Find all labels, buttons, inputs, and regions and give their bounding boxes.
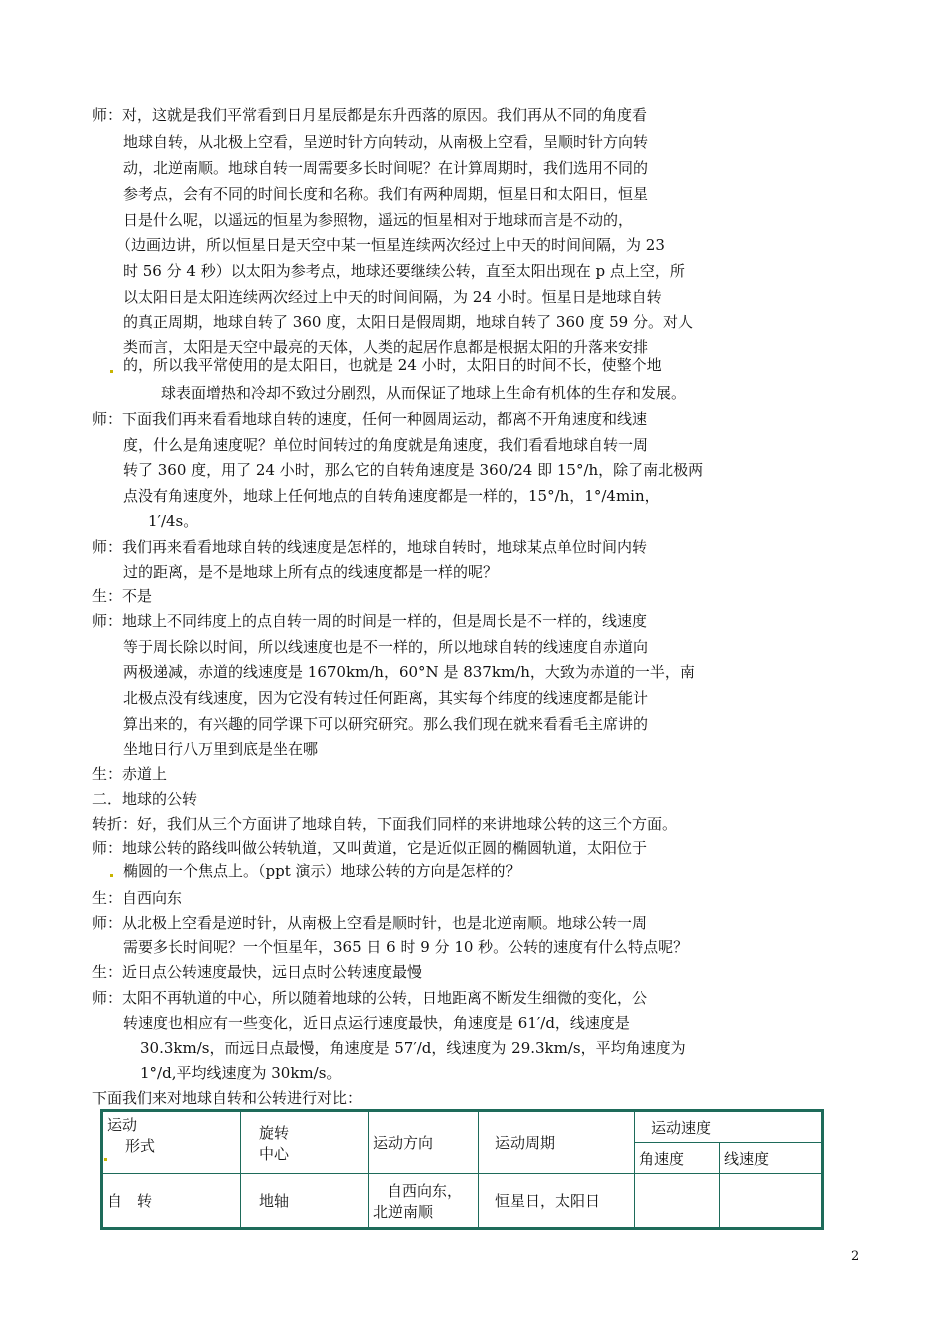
text-line: 度，什么是角速度呢？单位时间转过的角度就是角速度，我们看看地球自转一周 bbox=[123, 436, 649, 454]
text-line: 师：从北极上空看是逆时针，从南极上空看是顺时针，也是北逆南顺。地球公转一周 bbox=[92, 914, 648, 932]
text-line: 日是什么呢，以遥远的恒星为参照物，遥远的恒星相对于地球而言是不动的， bbox=[123, 211, 634, 229]
text-line: 生：赤道上 bbox=[92, 765, 168, 783]
page-number: 2 bbox=[851, 1249, 860, 1264]
table-cell bbox=[635, 1174, 720, 1229]
text-line: 参考点，会有不同的时间长度和名称。我们有两种周期，恒星日和太阳日，恒星 bbox=[123, 185, 649, 203]
header-form-line2: 形式 bbox=[125, 1137, 156, 1155]
text-line: 等于周长除以时间，所以线速度也是不一样的，所以地球自转的线速度自赤道向 bbox=[123, 638, 649, 656]
text-line: 时 56 分 4 秒）以太阳为参考点，地球还要继续公转，直至太阳出现在 p 点上空，所 bbox=[123, 262, 685, 280]
header-center-line1: 旋转 bbox=[259, 1123, 290, 1142]
text-line: 的真正周期，地球自转了 360 度，太阳日是假周期，地球自转了 360 度 59 分。对人 bbox=[123, 313, 693, 331]
header-period: 运动周期 bbox=[495, 1134, 556, 1152]
text-line: 两极递减，赤道的线速度是 1670km/h，60°N 是 837km/h，大致为赤道的一半，南 bbox=[123, 663, 695, 681]
text-line: 地球自转，从北极上空看，呈逆时针方向转动，从南极上空看，呈顺时针方向转 bbox=[123, 133, 649, 151]
text-line: 1′/4s。 bbox=[148, 512, 199, 530]
text-line: 的，所以我平常使用的是太阳日，也就是 24 小时，太阳日的时间不长，使整个地 bbox=[123, 356, 662, 374]
marker-dot bbox=[110, 874, 113, 877]
table-cell bbox=[479, 1111, 635, 1174]
header-speed: 运动速度 bbox=[651, 1118, 712, 1137]
header-center-line2: 中心 bbox=[259, 1144, 290, 1163]
text-line: 师：对，这就是我们平常看到日月星辰都是东升西落的原因。我们再从不同的角度看 bbox=[92, 106, 648, 124]
table-cell bbox=[241, 1174, 369, 1229]
comparison-table bbox=[100, 1109, 824, 1230]
table-cell bbox=[720, 1143, 823, 1174]
text-line: 坐地日行八万里到底是坐在哪 bbox=[123, 740, 319, 758]
text-line: 需要多长时间呢？一个恒星年，365 日 6 时 9 分 10 秒。公转的速度有什么特点呢？ bbox=[123, 938, 689, 956]
text-line: 师：下面我们再来看看地球自转的速度，任何一种圆周运动，都离不开角速度和线速 bbox=[92, 410, 648, 428]
table-row bbox=[102, 1174, 823, 1229]
text-line: 生：不是 bbox=[92, 587, 153, 605]
table-cell bbox=[720, 1174, 823, 1229]
header-linear: 线速度 bbox=[724, 1149, 770, 1168]
text-line: 师：地球上不同纬度上的点自转一周的时间是一样的，但是周长是不一样的，线速度 bbox=[92, 612, 648, 630]
text-line: 点没有角速度外，地球上任何地点的自转角速度都是一样的，15°/h，1°/4min， bbox=[123, 487, 660, 505]
text-line: 椭圆的一个焦点上。（ppt 演示）地球公转的方向是怎样的？ bbox=[123, 862, 521, 880]
header-angular: 角速度 bbox=[639, 1149, 685, 1168]
table-header-row bbox=[102, 1111, 823, 1143]
row-center: 地轴 bbox=[259, 1192, 290, 1210]
row-direction-line2: 北逆南顺 bbox=[373, 1202, 434, 1221]
text-line: 转速度也相应有一些变化，近日点运行速度最快，角速度是 61′/d，线速度是 bbox=[123, 1014, 630, 1032]
table-cell bbox=[369, 1111, 479, 1174]
row-direction-line1: 自西向东， bbox=[387, 1181, 463, 1200]
text-line: 球表面增热和冷却不致过分剧烈，从而保证了地球上生命有机体的生存和发展。 bbox=[161, 384, 687, 402]
text-line: 二．地球的公转 bbox=[92, 790, 198, 808]
text-line: 类而言，太阳是天空中最亮的天体，人类的起居作息都是根据太阳的升落来安排 bbox=[123, 338, 649, 356]
text-line: 师：我们再来看看地球自转的线速度是怎样的，地球自转时，地球某点单位时间内转 bbox=[92, 538, 648, 556]
text-line: 算出来的，有兴趣的同学课下可以研究研究。那么我们现在就来看看毛主席讲的 bbox=[123, 715, 649, 733]
text-line: 转折：好，我们从三个方面讲了地球自转，下面我们同样的来讲地球公转的这三个方面。 bbox=[92, 815, 678, 833]
text-line: 师：太阳不再轨道的中心，所以随着地球的公转，日地距离不断发生细微的变化，公 bbox=[92, 989, 648, 1007]
table-cell bbox=[635, 1143, 720, 1174]
header-direction: 运动方向 bbox=[373, 1134, 434, 1152]
text-line: 师：地球公转的路线叫做公转轨道，又叫黄道，它是近似正圆的椭圆轨道，太阳位于 bbox=[92, 839, 648, 857]
text-line: 转了 360 度，用了 24 小时，那么它的自转角速度是 360/24 即 15°/h，除了南北极两 bbox=[123, 461, 704, 479]
text-line: 动，北逆南顺。地球自转一周需要多长时间呢？在计算周期时，我们选用不同的 bbox=[123, 159, 649, 177]
text-line: 生：近日点公转速度最快，远日点时公转速度最慢 bbox=[92, 963, 423, 981]
row-period: 恒星日，太阳日 bbox=[495, 1192, 601, 1210]
table-cell bbox=[241, 1111, 369, 1174]
table-cell bbox=[635, 1111, 823, 1143]
table-cell bbox=[102, 1174, 241, 1229]
table-cell bbox=[479, 1174, 635, 1229]
text-line: 生：自西向东 bbox=[92, 889, 183, 907]
header-form-line1: 运动 bbox=[107, 1116, 138, 1134]
text-line: 北极点没有线速度，因为它没有转过任何距离，其实每个纬度的线速度都是能计 bbox=[123, 689, 649, 707]
text-line: 30.3km/s，而远日点最慢，角速度是 57′/d，线速度为 29.3km/s，平均角速度为 bbox=[140, 1039, 686, 1057]
marker-dot bbox=[110, 370, 113, 373]
text-line: （边画边讲，所以恒星日是天空中某一恒星连续两次经过上中天的时间间隔，为 23 bbox=[116, 236, 665, 254]
row-form: 自 转 bbox=[107, 1192, 153, 1210]
table-cell bbox=[369, 1174, 479, 1229]
text-line: 1°/d,平均线速度为 30km/s。 bbox=[140, 1064, 342, 1082]
table-cell bbox=[102, 1111, 241, 1174]
text-line: 过的距离，是不是地球上所有点的线速度都是一样的呢？ bbox=[123, 563, 499, 581]
text-line: 以太阳日是太阳连续两次经过上中天的时间间隔，为 24 小时。恒星日是地球自转 bbox=[123, 288, 662, 306]
text-line: 下面我们来对地球自转和公转进行对比： bbox=[92, 1089, 363, 1107]
